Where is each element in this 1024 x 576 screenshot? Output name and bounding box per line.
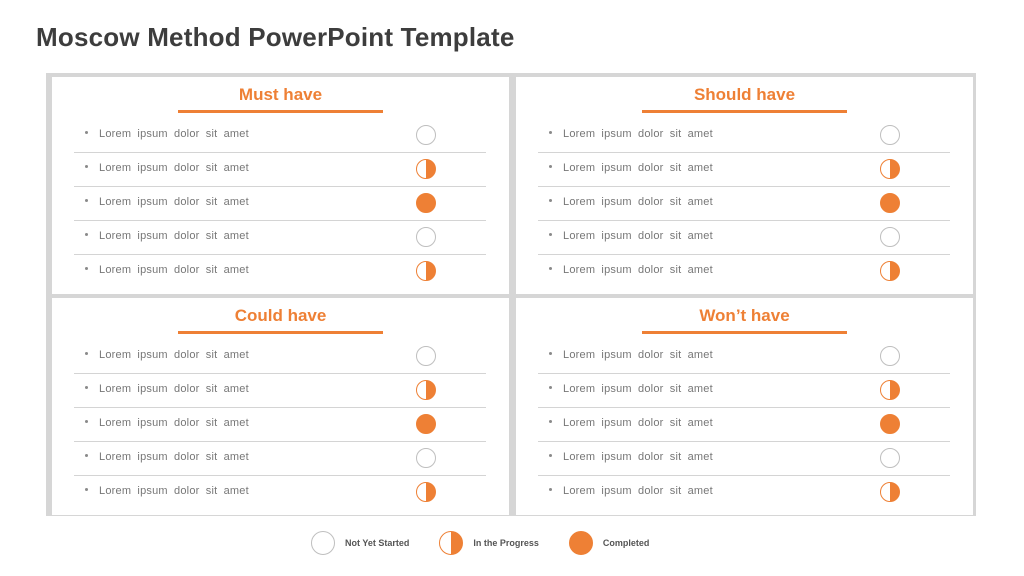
status-icon	[880, 159, 900, 179]
list-item	[74, 442, 486, 476]
bullet-icon	[85, 199, 88, 202]
list-item-text: Lorem ipsum dolor sit amet	[563, 417, 713, 429]
heading-underline	[178, 110, 383, 113]
list-item	[538, 340, 950, 374]
list-item-text: Lorem ipsum dolor sit amet	[99, 230, 249, 242]
heading-underline	[642, 331, 847, 334]
status-icon	[416, 193, 436, 213]
bullet-icon	[549, 165, 552, 168]
status-legend	[311, 530, 679, 556]
status-icon	[416, 448, 436, 468]
list-item-text: Lorem ipsum dolor sit amet	[99, 485, 249, 497]
quadrant-list	[538, 119, 950, 289]
status-icon	[880, 193, 900, 213]
list-item	[538, 442, 950, 476]
list-item-text: Lorem ipsum dolor sit amet	[563, 162, 713, 174]
list-item	[74, 255, 486, 289]
list-item	[74, 374, 486, 408]
list-item-text: Lorem ipsum dolor sit amet	[563, 196, 713, 208]
list-item	[538, 187, 950, 221]
bullet-icon	[85, 267, 88, 270]
list-item	[538, 255, 950, 289]
page-title: Moscow Method PowerPoint Template	[36, 22, 515, 52]
bullet-icon	[549, 488, 552, 491]
list-item-text: Lorem ipsum dolor sit amet	[563, 383, 713, 395]
quadrant-list	[538, 340, 950, 510]
status-icon	[416, 227, 436, 247]
bullet-icon	[85, 488, 88, 491]
status-icon	[880, 448, 900, 468]
list-item-text: Lorem ipsum dolor sit amet	[563, 349, 713, 361]
bullet-icon	[549, 267, 552, 270]
status-icon	[416, 159, 436, 179]
list-item	[538, 476, 950, 510]
quadrant-list	[74, 340, 486, 510]
bullet-icon	[85, 233, 88, 236]
status-icon	[880, 482, 900, 502]
list-item-text: Lorem ipsum dolor sit amet	[99, 451, 249, 463]
list-item	[538, 374, 950, 408]
bullet-icon	[549, 233, 552, 236]
list-item	[74, 187, 486, 221]
list-item	[74, 340, 486, 374]
list-item	[538, 119, 950, 153]
status-icon	[880, 346, 900, 366]
not-started-icon	[311, 531, 335, 555]
bullet-icon	[85, 131, 88, 134]
legend-item-not-started	[311, 531, 409, 555]
legend-item-completed	[569, 531, 650, 555]
status-icon	[416, 125, 436, 145]
bullet-icon	[549, 386, 552, 389]
bullet-icon	[85, 420, 88, 423]
status-icon	[416, 482, 436, 502]
status-icon	[416, 261, 436, 281]
legend-label: In the Progress	[473, 538, 539, 548]
quadrant-heading: Could have	[234, 306, 327, 325]
quadrant-heading: Should have	[693, 85, 796, 104]
quadrant-should-have	[516, 77, 973, 294]
moscow-grid	[46, 73, 976, 516]
legend-item-in-progress	[439, 531, 539, 555]
legend-label: Completed	[602, 538, 650, 548]
completed-icon	[569, 531, 593, 555]
bullet-icon	[549, 454, 552, 457]
quadrant-must-have	[52, 77, 509, 294]
bullet-icon	[85, 454, 88, 457]
status-icon	[880, 414, 900, 434]
list-item	[74, 153, 486, 187]
status-icon	[880, 125, 900, 145]
quadrant-heading: Won’t have	[699, 306, 790, 325]
heading-underline	[178, 331, 383, 334]
quadrant-heading: Must have	[238, 85, 323, 104]
list-item	[538, 408, 950, 442]
list-item	[74, 119, 486, 153]
quadrant-list	[74, 119, 486, 289]
status-icon	[416, 346, 436, 366]
list-item	[538, 221, 950, 255]
list-item-text: Lorem ipsum dolor sit amet	[99, 162, 249, 174]
bullet-icon	[85, 386, 88, 389]
status-icon	[880, 227, 900, 247]
bullet-icon	[549, 199, 552, 202]
list-item-text: Lorem ipsum dolor sit amet	[563, 485, 713, 497]
bullet-icon	[549, 352, 552, 355]
quadrant-could-have	[52, 298, 509, 515]
list-item-text: Lorem ipsum dolor sit amet	[99, 349, 249, 361]
list-item	[538, 153, 950, 187]
list-item-text: Lorem ipsum dolor sit amet	[99, 383, 249, 395]
status-icon	[880, 261, 900, 281]
status-icon	[416, 380, 436, 400]
bullet-icon	[549, 420, 552, 423]
bullet-icon	[85, 165, 88, 168]
list-item-text: Lorem ipsum dolor sit amet	[563, 128, 713, 140]
status-icon	[880, 380, 900, 400]
bullet-icon	[549, 131, 552, 134]
heading-underline	[642, 110, 847, 113]
list-item	[74, 221, 486, 255]
quadrant-wont-have	[516, 298, 973, 515]
list-item-text: Lorem ipsum dolor sit amet	[563, 451, 713, 463]
bullet-icon	[85, 352, 88, 355]
list-item-text: Lorem ipsum dolor sit amet	[563, 264, 713, 276]
list-item-text: Lorem ipsum dolor sit amet	[563, 230, 713, 242]
list-item-text: Lorem ipsum dolor sit amet	[99, 264, 249, 276]
status-icon	[416, 414, 436, 434]
list-item-text: Lorem ipsum dolor sit amet	[99, 417, 249, 429]
list-item-text: Lorem ipsum dolor sit amet	[99, 128, 249, 140]
legend-label: Not Yet Started	[345, 538, 410, 548]
list-item-text: Lorem ipsum dolor sit amet	[99, 196, 249, 208]
list-item	[74, 476, 486, 510]
list-item	[74, 408, 486, 442]
in-progress-icon	[439, 531, 463, 555]
